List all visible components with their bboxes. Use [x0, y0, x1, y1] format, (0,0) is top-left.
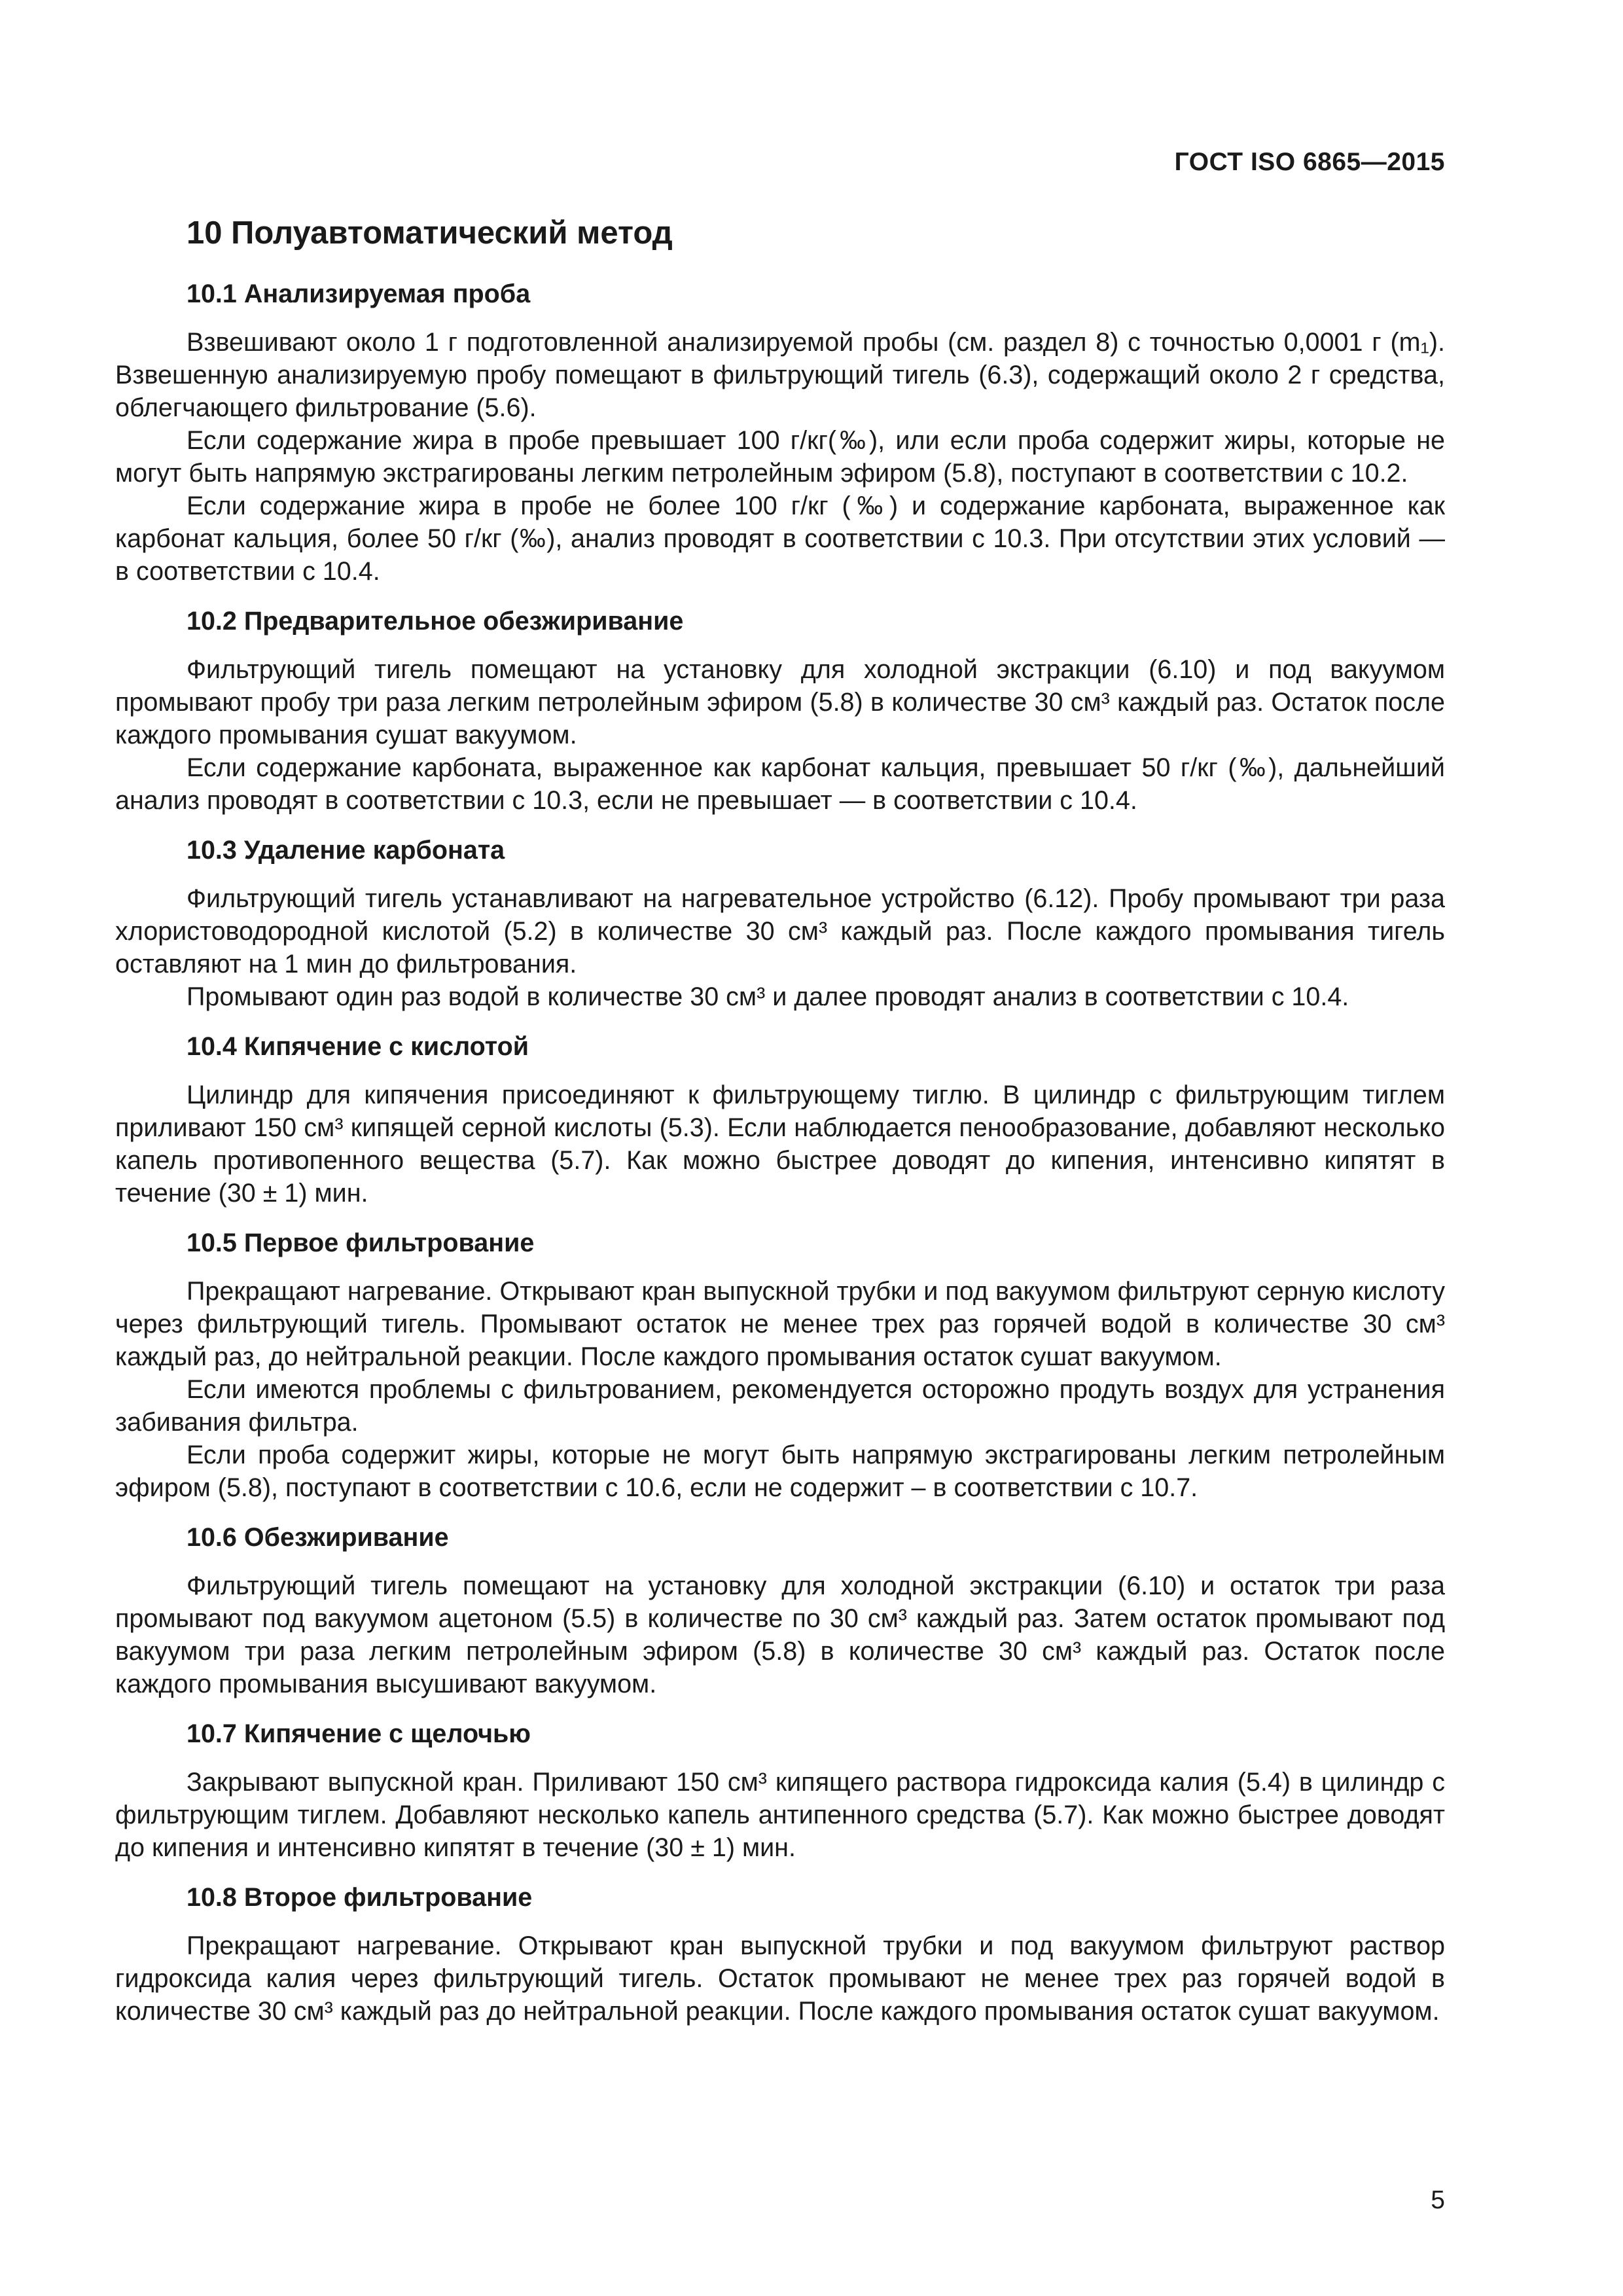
- document-number-header: ГОСТ ISO 6865—2015: [1174, 148, 1445, 176]
- paragraph: Закрывают выпускной кран. Приливают 150 см³ кипящего раствора гидроксида калия (5.4) в цилиндр с фильтрующим тиглем. Добавляют несколько капель антипенного средства (5.7). Как можно быстрее доводят до кипения и интенсивно кипятят в течение (30 ± 1) мин.: [115, 1768, 1445, 1862]
- document-body: [115, 213, 1445, 2045]
- subsection-title: 10.4 Кипячение с кислотой: [187, 1032, 529, 1061]
- subsection-10-4: [115, 1030, 1445, 1210]
- subsection-10-2: [115, 605, 1445, 817]
- subsection-title: 10.8 Второе фильтрование: [187, 1883, 533, 1912]
- paragraph: Взвешивают около 1 г подготовленной анализируемой пробы (см. раздел 8) с точностью 0,0001 г (m₁). Взвешенную анализируемую пробу помещают в фильтрующий тигель (6.3), содержащий около 2 г средства, облегчающего фильтрование (5.6).: [115, 328, 1445, 422]
- paragraph: Если содержание карбоната, выраженное как карбонат кальция, превышает 50 г/кг (‰), дальнейший анализ проводят в соответствии с 10.3, если не превышает — в соответствии с 10.4.: [115, 753, 1445, 815]
- paragraph: Цилиндр для кипячения присоединяют к фильтрующему тиглю. В цилиндр с фильтрующим тиглем приливают 150 см³ кипящей серной кислоты (5.3). Если наблюдается пенообразование, добавляют несколько капель противопенного вещества (5.7). Как можно быстрее доводят до кипения, интенсивно кипятят в течение (30 ± 1) мин.: [115, 1081, 1445, 1208]
- paragraph: Фильтрующий тигель помещают на установку для холодной экстракции (6.10) и под вакуумом промывают пробу три раза легким петролейным эфиром (5.8) в количестве 30 см³ каждый раз. Остаток после каждого промывания сушат вакуумом.: [115, 655, 1445, 749]
- subsection-10-5: [115, 1227, 1445, 1504]
- subsection-title: 10.2 Предварительное обезжиривание: [187, 607, 684, 636]
- subsection-10-1: [115, 278, 1445, 588]
- paragraph: Фильтрующий тигель помещают на установку для холодной экстракции (6.10) и остаток три раза промывают под вакуумом ацетоном (5.5) в количестве по 30 см³ каждый раз. Затем остаток промывают под вакуумом три раза легким петролейным эфиром (5.8) в количестве 30 см³ каждый раз. Остаток после каждого промывания высушивают вакуумом.: [115, 1571, 1445, 1698]
- paragraph: Если содержание жира в пробе не более 100 г/кг (‰) и содержание карбоната, выраженное как карбонат кальция, более 50 г/кг (‰), анализ проводят в соответствии с 10.3. При отсутствии этих условий — в соответствии с 10.4.: [115, 492, 1445, 586]
- subsection-10-7: [115, 1717, 1445, 1864]
- paragraph: Прекращают нагревание. Открывают кран выпускной трубки и под вакуумом фильтруют серную кислоту через фильтрующий тигель. Промывают остаток не менее трех раз горячей водой в количестве 30 см³ каждый раз, до нейтральной реакции. После каждого промывания остаток сушат вакуумом.: [115, 1277, 1445, 1371]
- paragraph: Если имеются проблемы с фильтрованием, рекомендуется осторожно продуть воздух для устранения забивания фильтра.: [115, 1375, 1445, 1437]
- paragraph: Фильтрующий тигель устанавливают на нагревательное устройство (6.12). Пробу промывают три раза хлористоводородной кислотой (5.2) в количестве 30 см³ каждый раз. После каждого промывания тигель оставляют на 1 мин до фильтрования.: [115, 884, 1445, 978]
- paragraph: Если проба содержит жиры, которые не могут быть напрямую экстрагированы легким петролейным эфиром (5.8), поступают в соответствии с 10.6, если не содержит – в соответствии с 10.7.: [115, 1441, 1445, 1502]
- section-title: 10 Полуавтоматический метод: [187, 215, 673, 251]
- subsection-10-3: [115, 834, 1445, 1013]
- subsection-10-8: [115, 1881, 1445, 2028]
- page-number: 5: [1431, 2186, 1445, 2214]
- paragraph: Прекращают нагревание. Открывают кран выпускной трубки и под вакуумом фильтруют раствор гидроксида калия через фильтрующий тигель. Остаток промывают не менее трех раз горячей водой в количестве 30 см³ каждый раз до нейтральной реакции. После каждого промывания остаток сушат вакуумом.: [115, 1931, 1445, 2026]
- subsection-title: 10.7 Кипячение с щелочью: [187, 1719, 531, 1748]
- subsection-10-6: [115, 1521, 1445, 1700]
- subsection-title: 10.3 Удаление карбоната: [187, 836, 505, 865]
- subsection-title: 10.5 Первое фильтрование: [187, 1229, 535, 1257]
- paragraph: Промывают один раз водой в количестве 30 см³ и далее проводят анализ в соответствии с 10.4.: [187, 982, 1349, 1011]
- paragraph: Если содержание жира в пробе превышает 100 г/кг(‰), или если проба содержит жиры, которые не могут быть напрямую экстрагированы легким петролейным эфиром (5.8), поступают в соответствии с 10.2.: [115, 426, 1445, 488]
- subsection-title: 10.6 Обезжиривание: [187, 1523, 449, 1552]
- subsection-title: 10.1 Анализируемая проба: [187, 279, 531, 308]
